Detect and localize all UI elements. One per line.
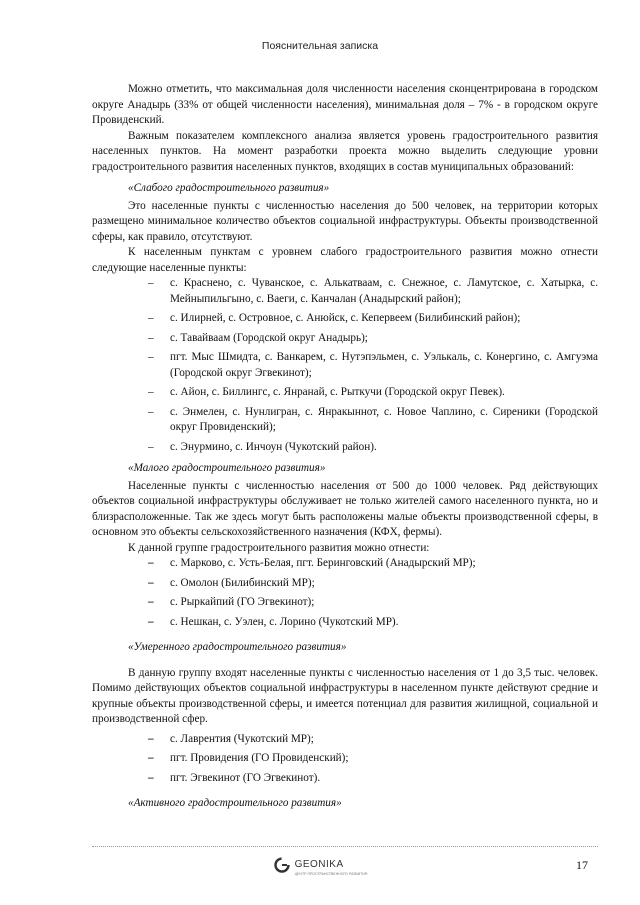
footer-divider: [92, 846, 598, 847]
weak-list: [92, 276, 598, 455]
small-paragraph-2: К данной группе градостроительного развития можно отнести:: [128, 541, 430, 554]
small-list: [92, 556, 598, 630]
list-item: – пгт. Мыс Шмидта, с. Ванкарем, с. Нутэпэльмен, с. Уэлькаль, с. Конергино, с. Амгуэма (Городской округ Эгвекинот);: [148, 350, 598, 381]
list-item: – пгт. Провидения (ГО Провиденский);: [148, 751, 598, 767]
geonika-logo-icon: [273, 856, 291, 874]
intro-paragraph-1: Можно отметить, что максимальная доля численности населения сконцентрирована в городском округе Анадырь (33% от общей численности населения), минимальная доля – 7% - в городском округе Провиденский.: [92, 83, 598, 126]
weak-paragraph-2: К населенным пунктам с уровнем слабого градостроительного развития можно отнести следующие населенные пункты:: [92, 246, 598, 274]
moderate-paragraph-1: В данную группу входят населенные пункты с численностью населения от 1 до 3,5 тыс. человек. Помимо действующих объектов социальной инфраструктуры в населенном пункте действуют средние и крупные объекты производственной сферы, и имеется потенциал для развития жилищной, социальной и производственной сфер.: [92, 666, 598, 725]
list-item: – с. Тавайваам (Городской округ Анадырь);: [148, 331, 598, 347]
list-item: – с. Марково, с. Усть-Белая, пгт. Беринговский (Анадырский МР);: [148, 556, 598, 572]
list-item: – с. Лаврентия (Чукотский МР);: [148, 732, 598, 748]
page-number: 17: [576, 858, 588, 872]
logo-tagline: ЦЕНТР ПРОСТРАНСТВЕННОГО РАЗВИТИЯ: [294, 872, 368, 876]
list-item: – с. Нешкан, с. Уэлен, с. Лорино (Чукотский МР).: [148, 615, 598, 631]
active-heading: «Активного градостроительного развития»: [128, 797, 342, 809]
moderate-list: [92, 732, 598, 787]
page-header: Пояснительная записка: [261, 40, 379, 52]
list-item: – с. Рыркайпий (ГО Эгвекинот);: [148, 595, 598, 611]
list-item: – с. Энурмино, с. Инчоун (Чукотский район).: [148, 440, 598, 456]
list-item: – с. Омолон (Билибинский МР);: [148, 576, 598, 592]
weak-heading: «Слабого градостроительного развития»: [128, 182, 330, 194]
intro-paragraph-2: Важным показателем комплексного анализа является уровень градостроительного развития населенных пунктов. На момент разработки проекта можно выделить следующие уровни градостроительного развития населенных пунктов, входящих в состав муниципальных образований:: [92, 129, 598, 173]
list-item: – с. Айон, с. Биллингс, с. Янранай, с. Рыткучи (Городской округ Певек).: [148, 385, 598, 401]
list-item: – пгт. Эгвекинот (ГО Эгвекинот).: [148, 771, 598, 787]
document-body: [92, 82, 598, 822]
footer-logo: [0, 854, 640, 879]
logo-name: GEONIKA: [294, 859, 344, 870]
list-item: – с. Илирней, с. Островное, с. Анюйск, с. Кепервеем (Билибинский район);: [148, 311, 598, 327]
list-item: – с. Краснено, с. Чуванское, с. Алькатваам, с. Снежное, с. Ламутское, с. Хатырка, с. Мейныпильгыно, с. Ваеги, с. Канчалан (Анадырский район);: [148, 276, 598, 307]
weak-paragraph-1: Это населенные пункты с численностью населения до 500 человек, на территории которых размещено минимальное количество объектов социальной инфраструктуры. Объекты производственной сферы, как правило, отсутствуют.: [92, 199, 598, 243]
list-item: – с. Энмелен, с. Нунлигран, с. Янракыннот, с. Новое Чаплино, с. Сиреники (Городской округ Провиденский);: [148, 405, 598, 436]
moderate-heading: «Умеренного градостроительного развития»: [128, 641, 347, 653]
small-heading: «Малого градостроительного развития»: [128, 462, 326, 474]
small-paragraph-1: Населенные пункты с численностью населения от 500 до 1000 человек. Ряд действующих объектов социальной инфраструктуры обслуживает не только жителей самого населенного пункта, но и близрасположенные. Так же здесь могут быть расположены малые объекты производственной сферы, в основном это объекты сельскохозяйственного назначения (КФХ, фермы).: [92, 479, 598, 538]
